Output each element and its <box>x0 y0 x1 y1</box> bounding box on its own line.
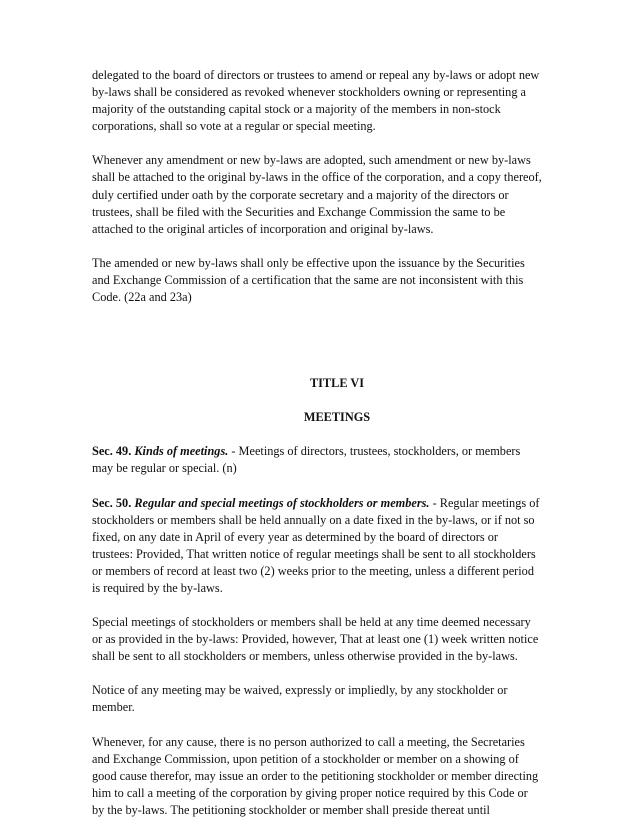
section-50-text: - Regular meetings of stockholders or members shall be held annually on a date fixed in the by-laws, or if not so fixed, on any date in April of every year as determined by the board of directors or trustees: Provided, That written notice of regular meetings shall be sent to all stockholders or members of record at least two (2) weeks prior to the meeting, unless a different period is required by the by-laws. <box>92 495 540 595</box>
section-49-heading: Kinds of meetings. <box>134 444 229 459</box>
paragraph-bylaws-effectivity: The amended or new by-laws shall only be effective upon the issuance by the Securities and Exchange Commission of a certification that the same are not inconsistent with this Code. (22a and 23a) <box>92 255 525 305</box>
section-49-number: Sec. 49. <box>92 444 132 459</box>
title-subheading: MEETINGS <box>303 410 371 425</box>
section-50 <box>92 495 542 598</box>
paragraph-bylaws-filing: Whenever any amendment or new by-laws are adopted, such amendment or new by-laws shall be attached to the original by-laws in the office of the corporation, and a copy thereof, duly certified under oath by the corporate secretary and a majority of the directors or trustees, shall be filed with the Securities and Exchange Commission the same to be attached to the original articles of incorporation and original by-laws. <box>92 153 542 236</box>
paragraph-special-meetings: Special meetings of stockholders or members shall be held at any time deemed necessary or as provided in the by-laws: Provided, however, That at least one (1) week written notice shall be sent to all stockholders or members, unless otherwise provided in the by-laws. <box>92 615 539 664</box>
section-50-number: Sec. 50. <box>92 495 132 510</box>
section-gap <box>92 323 542 375</box>
section-50-heading: Regular and special meetings of stockholders or members. <box>134 495 430 510</box>
paragraph-bylaws-revocation: delegated to the board of directors or trustees to amend or repeal any by-laws or adopt new by-laws shall be considered as revoked whenever stockholders owning or representing a majority of the outstanding capital stock or a majority of the members in non-stock corporations, shall so vote at a regular or special meeting. <box>92 68 540 134</box>
section-49 <box>92 443 542 477</box>
title-heading: TITLE VI <box>309 376 365 391</box>
document-page <box>92 67 542 819</box>
paragraph-petition-call-meeting: Whenever, for any cause, there is no person authorized to call a meeting, the Secretaries and Exchange Commission, upon petition of a stockholder or member on a showing of good cause therefor, may issue an order to the petitioning stockholder or member directing him to call a meeting of the corporation by giving proper notice required by this Code or by the by-laws. The petitioning stockholder or member shall preside thereat until <box>92 734 539 817</box>
section-49-text: - Meetings of directors, trustees, stockholders, or members may be regular or special. (n) <box>92 444 521 476</box>
paragraph-notice-waiver: Notice of any meeting may be waived, expressly or impliedly, by any stockholder or member. <box>92 683 508 715</box>
